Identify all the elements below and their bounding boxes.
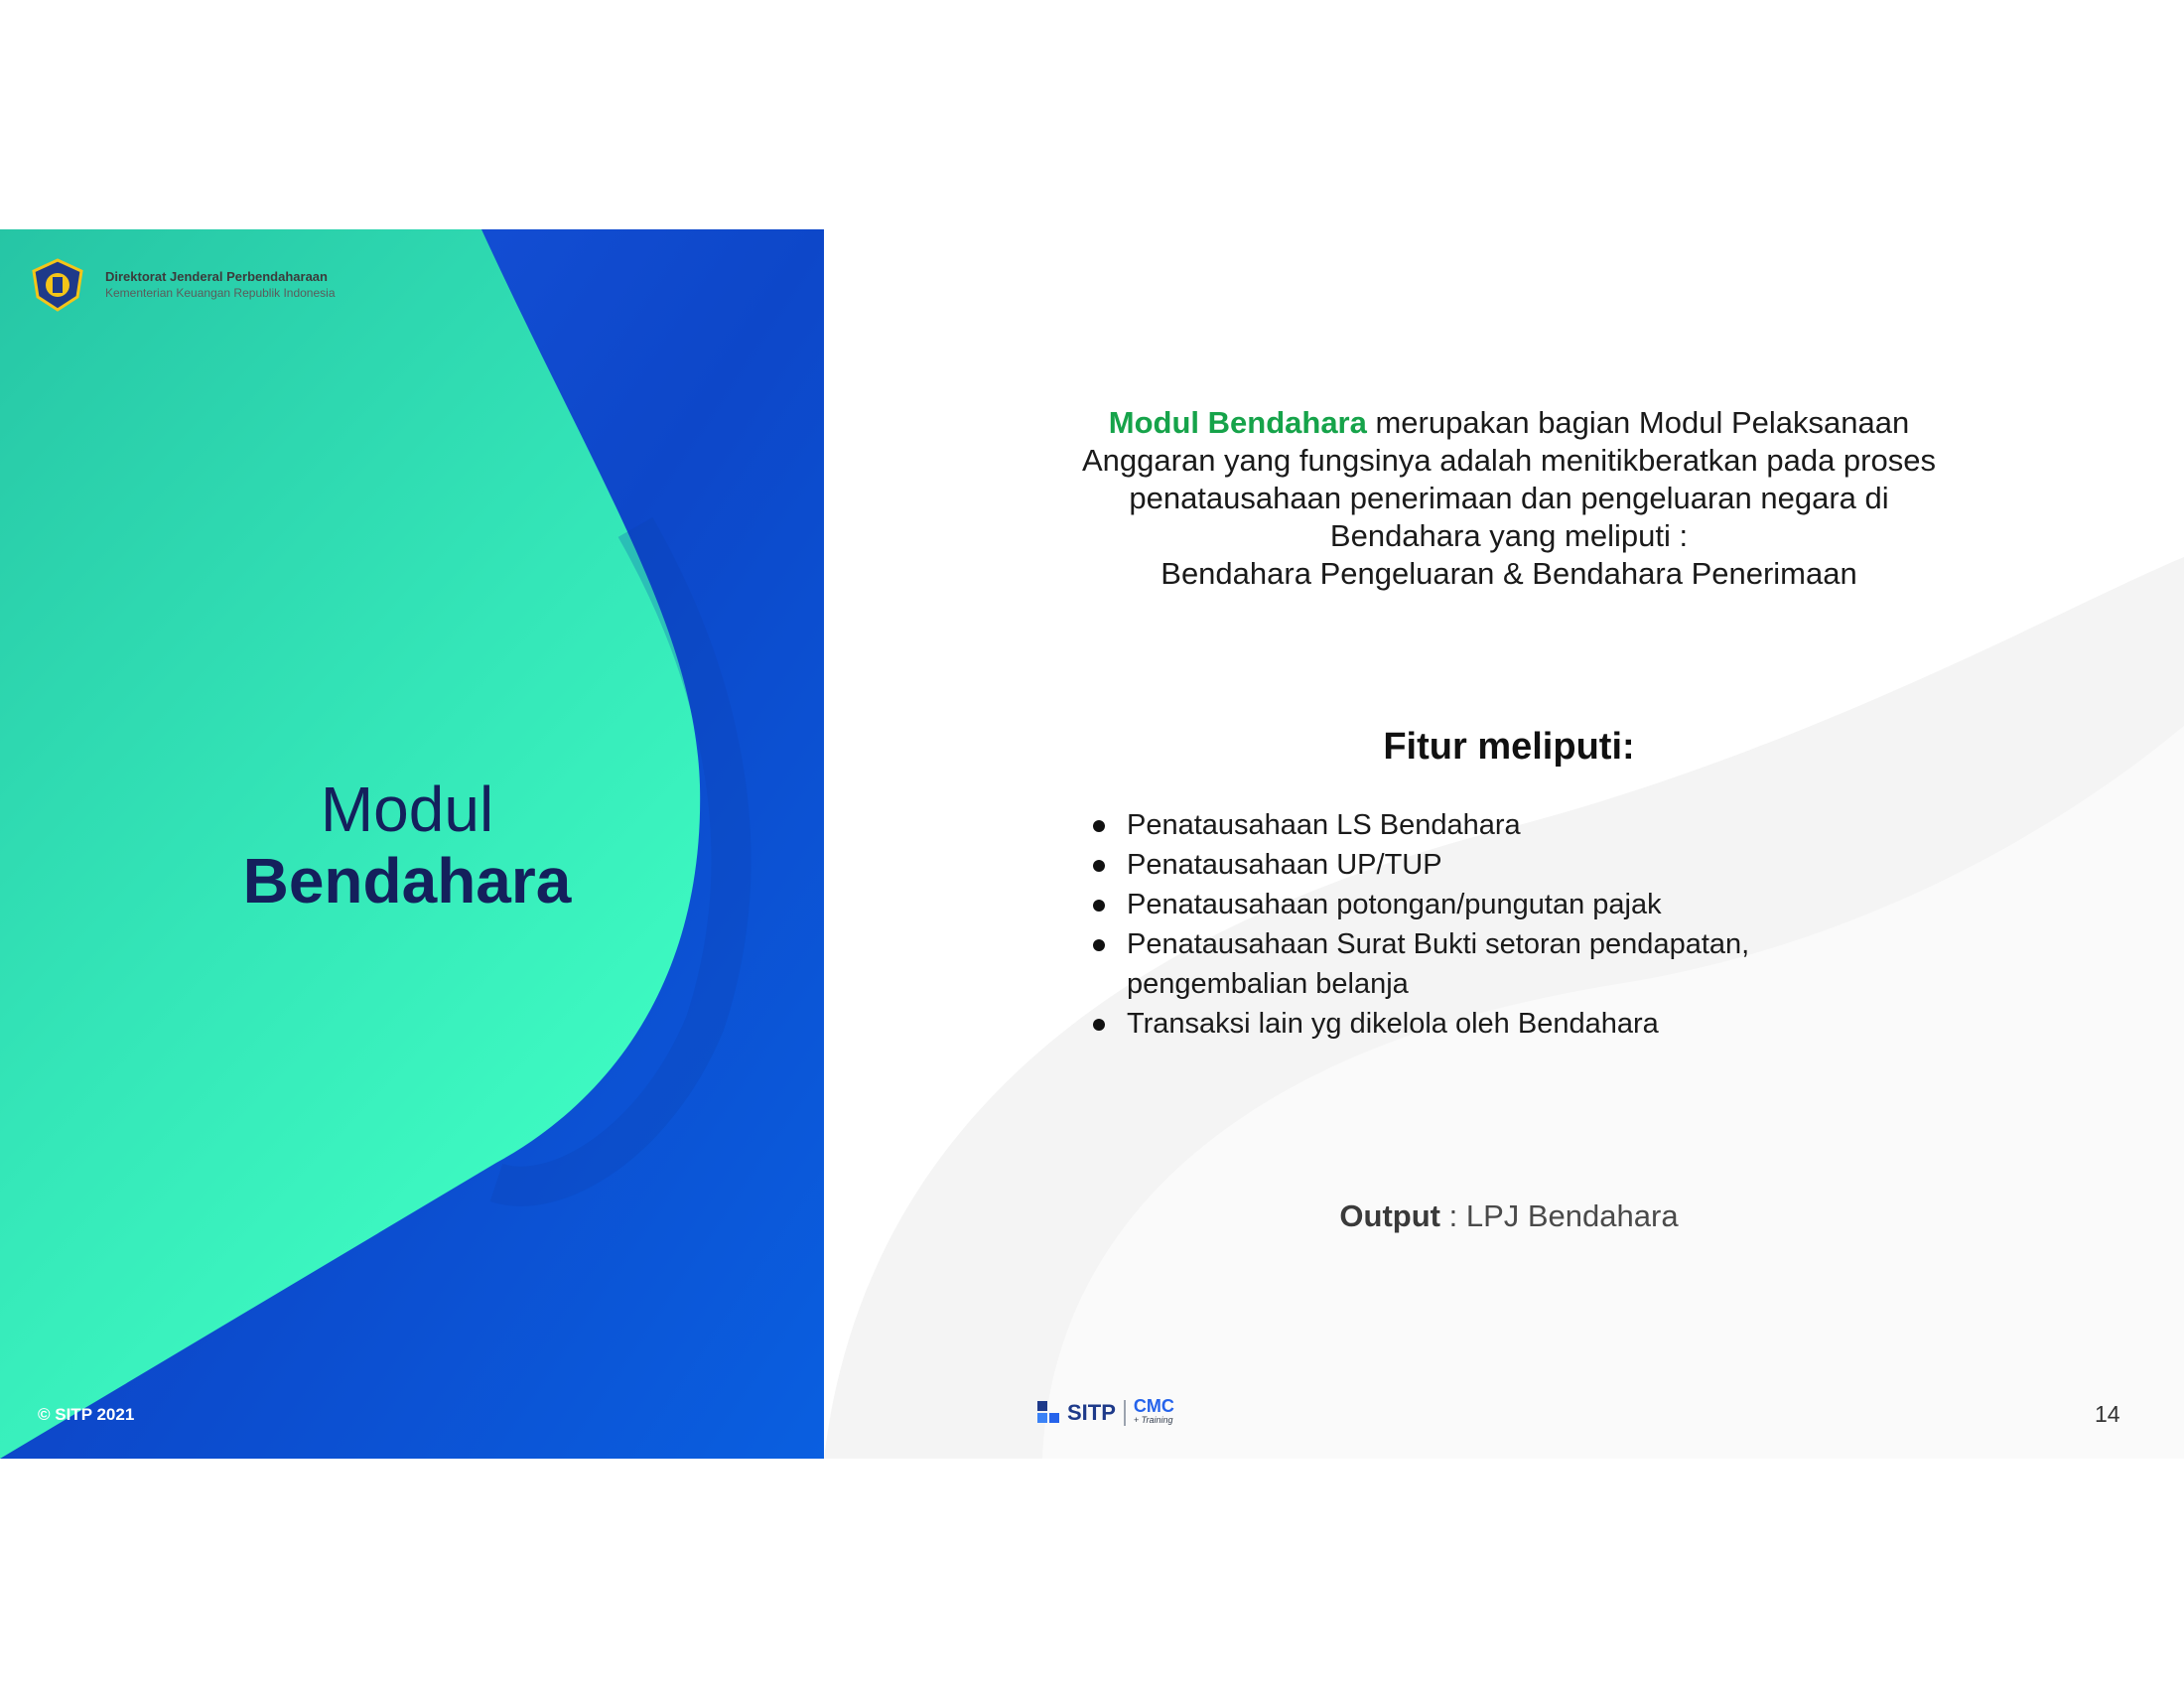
bullet-icon <box>1093 1019 1105 1031</box>
header-subtitle: Kementerian Keuangan Republik Indonesia <box>105 286 336 300</box>
copyright: © SITP 2021 <box>38 1405 135 1424</box>
list-item-text: Penatausahaan Surat Bukti setoran pendapatan, pengembalian belanja <box>1127 928 1750 1000</box>
header-logo <box>30 257 336 313</box>
cmc-sub-text: + Training <box>1133 1415 1173 1425</box>
module-title-line1: Modul <box>320 774 494 845</box>
list-item-text: Penatausahaan LS Bendahara <box>1127 809 1521 841</box>
fitur-list <box>1087 805 1881 1044</box>
sitp-logo-text: SITP <box>1067 1400 1116 1425</box>
list-item <box>1087 845 1881 885</box>
list-item <box>1087 885 1881 924</box>
left-panel <box>0 229 824 1459</box>
intro-text-4: Bendahara yang meliputi : <box>1329 518 1689 553</box>
list-item <box>1087 924 1881 1004</box>
module-title-line2: Bendahara <box>242 845 572 916</box>
list-item <box>1087 805 1881 845</box>
output-line <box>1191 1198 1827 1234</box>
list-item <box>1087 1004 1881 1044</box>
page-number: 14 <box>2095 1401 2120 1427</box>
bullet-icon <box>1093 860 1105 872</box>
list-item-text: Transaksi lain yg dikelola oleh Bendahara <box>1127 1008 1659 1040</box>
cmc-logo-text: CMC <box>1133 1396 1174 1416</box>
slide <box>0 229 2184 1459</box>
header-title: Direktorat Jenderal Perbendaharaan <box>105 269 328 284</box>
output-value: : LPJ Bendahara <box>1440 1198 1679 1233</box>
footer-divider <box>1124 1400 1126 1426</box>
module-title <box>139 774 675 916</box>
fitur-title: Fitur meliputi: <box>1383 726 1635 768</box>
bullet-icon <box>1093 939 1105 951</box>
footer-logo <box>1037 1396 1174 1427</box>
intro-paragraph <box>973 404 2045 593</box>
sitp-squares-icon <box>1037 1401 1061 1425</box>
kemenkeu-emblem-icon <box>30 257 85 313</box>
intro-text-3: penatausahaan penerimaan dan pengeluaran negara di <box>1129 481 1889 515</box>
intro-text-1: merupakan bagian Modul Pelaksanaan <box>1366 405 1910 440</box>
intro-text-5: Bendahara Pengeluaran & Bendahara Penerimaan <box>1160 556 1857 591</box>
bullet-icon <box>1093 820 1105 832</box>
list-item-text: Penatausahaan potongan/pungutan pajak <box>1127 889 1662 920</box>
bullet-icon <box>1093 900 1105 912</box>
list-item-text: Penatausahaan UP/TUP <box>1127 849 1442 881</box>
output-label: Output <box>1339 1198 1440 1233</box>
intro-text-2: Anggaran yang fungsinya adalah menitikberatkan pada proses <box>1082 443 1936 478</box>
intro-highlight: Modul Bendahara <box>1108 405 1367 440</box>
